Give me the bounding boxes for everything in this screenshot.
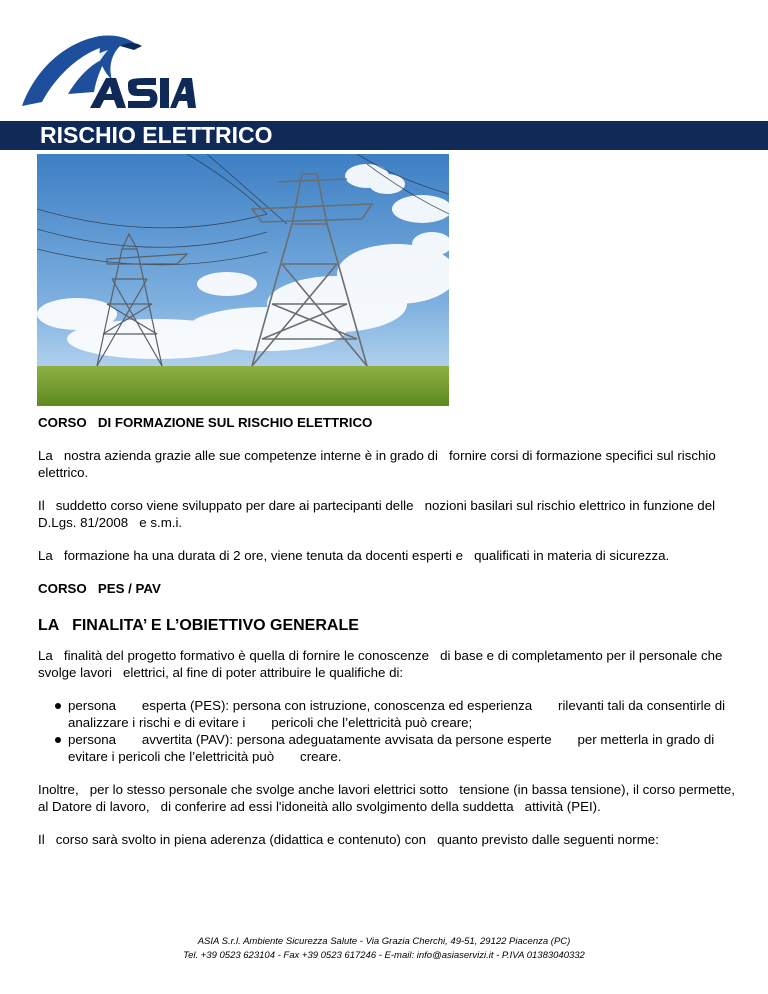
power-pylons-photo [37,154,449,406]
list-item: persona esperta (PES): persona con istruzione, conoscenza ed esperienza rilevanti tali da consentirle di analizzare i rischi e di evitare i pericoli che l’elettricità può creare; [68,697,738,731]
asia-logo [16,28,196,112]
paragraph-pei: Inoltre, per lo stesso personale che svolge anche lavori elettrici sotto tensione (in bassa tensione), il corso permette, al Datore di lavoro, di conferire ad essi l'idoneità allo svolgimento della suddetta attività (PEI). [38,782,739,814]
section-title-pes-pav: CORSO PES / PAV [38,581,161,596]
footer-contacts: Tel. +39 0523 623104 - Fax +39 0523 617246 - E-mail: info@asiaservizi.it - P.IVA 01383040332 [183,950,585,961]
footer-address: ASIA S.r.l. Ambiente Sicurezza Salute - Via Grazia Cherchi, 49-51, 29122 Piacenza (PC) [197,936,571,947]
page-title: RISCHIO ELETTRICO [40,122,273,148]
title-band [0,121,768,150]
paragraph-course: Il suddetto corso viene sviluppato per dare ai partecipanti delle nozioni basilari sul rischio elettrico in funzione del D.Lgs. 81/2008 e s.m.i. [38,498,719,530]
paragraph-finalita: La finalità del progetto formativo è quella di fornire le conoscenze di base e di completamento per il personale che svolge lavori elettrici, al fine di poter attribuire le qualifiche di: [38,648,727,680]
list-item: persona avvertita (PAV): persona adeguatamente avvisata da persone esperte per metterla in grado di evitare i pericoli che l’elettricità può creare. [68,731,738,765]
heading-finalita: LA FINALITA’ E L’OBIETTIVO GENERALE [38,617,359,634]
paragraph-intro: La nostra azienda grazie alle sue competenze interne è in grado di fornire corsi di formazione specifici sul rischio elettrico. [38,448,720,480]
paragraph-duration: La formazione ha una durata di 2 ore, viene tenuta da docenti esperti e qualificati in materia di sicurezza. [38,548,670,563]
document-body [38,414,738,864]
paragraph-norme: Il corso sarà svolto in piena aderenza (didattica e contenuto) con quanto previsto dalle seguenti norme: [38,832,659,847]
qualifications-list [38,697,738,765]
section-title-formazione: CORSO DI FORMAZIONE SUL RISCHIO ELETTRICO [38,415,373,430]
footer [0,935,768,963]
